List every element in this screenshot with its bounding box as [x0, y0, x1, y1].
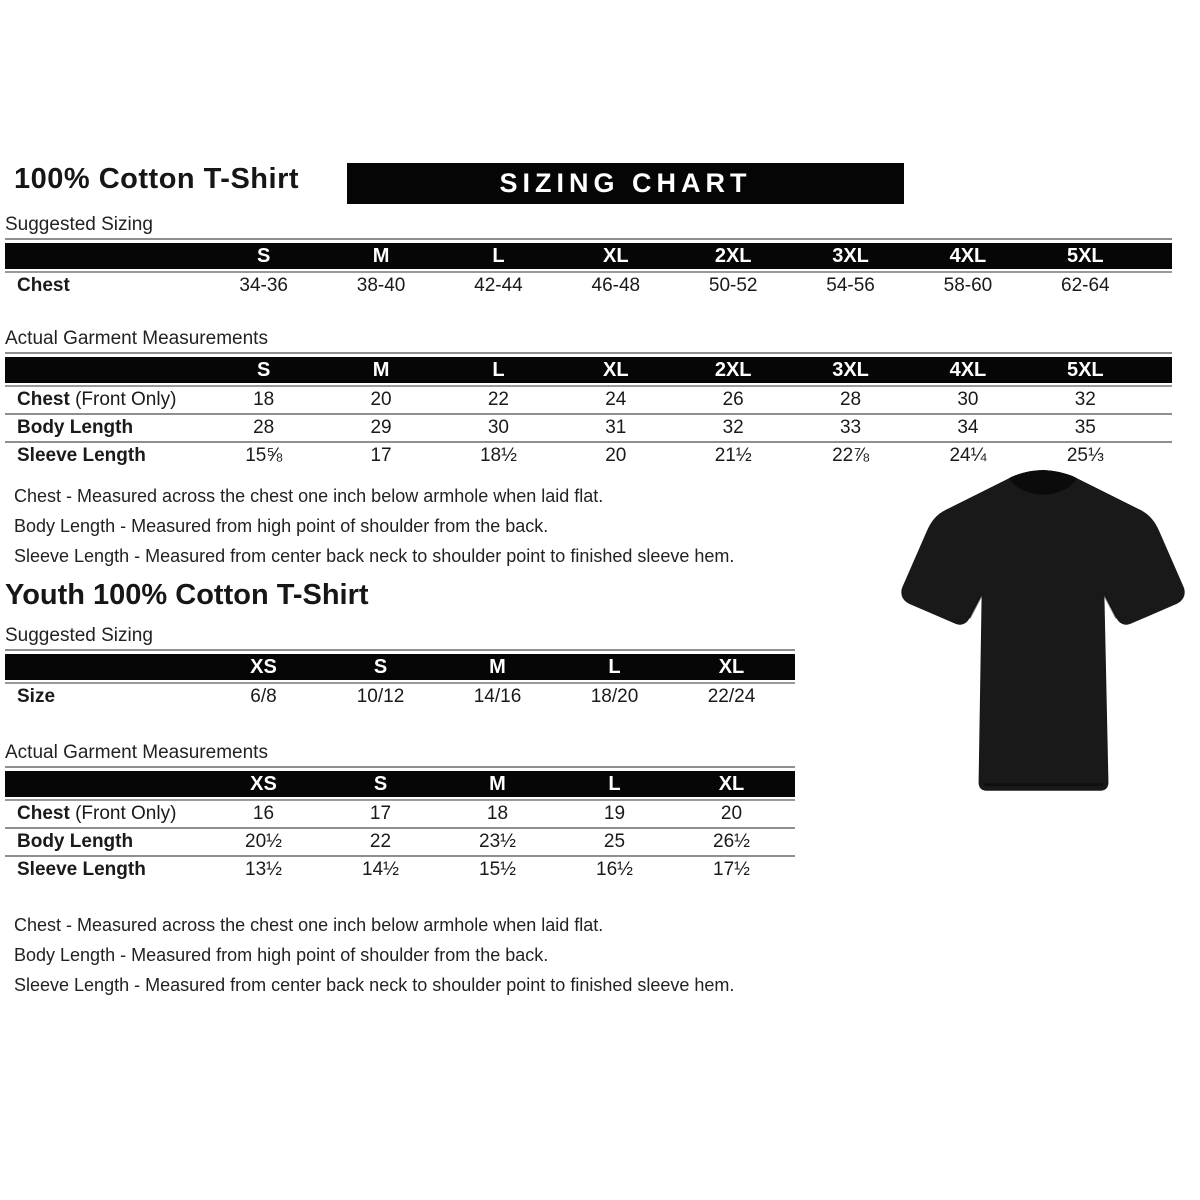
- table-cell: 50-52: [708, 275, 758, 296]
- chest-note: Chest - Measured across the chest one inch below armhole when laid flat.: [14, 915, 604, 935]
- youth-chest-front-row: [5, 799, 795, 827]
- size-column-header: L: [608, 772, 621, 795]
- table-cell: 28: [839, 389, 862, 410]
- table-cell: 38-40: [356, 275, 406, 296]
- table-cell: 15⅝: [245, 445, 283, 466]
- table-cell: 14/16: [473, 686, 522, 707]
- table-cell: 24: [605, 389, 627, 410]
- table-cell: 18: [486, 803, 509, 824]
- table-cell: 21½: [714, 445, 752, 466]
- body-length-note: Body Length - Measured from high point of shoulder from the back.: [14, 516, 549, 536]
- size-column-header: 3XL: [832, 244, 869, 267]
- size-column-header: XL: [718, 655, 745, 678]
- adult-suggested-sizing-label: Suggested Sizing: [5, 214, 153, 235]
- table-cell: 17½: [713, 859, 750, 880]
- black-tshirt-image: [890, 462, 1195, 812]
- sizing-chart-banner: SIZING CHART: [347, 163, 904, 204]
- table-cell: 17: [369, 803, 392, 824]
- table-cell: 18/20: [590, 686, 639, 707]
- size-column-header: 3XL: [832, 358, 869, 381]
- table-cell: 25: [603, 831, 626, 852]
- row-label-suffix: (Front Only): [69, 803, 177, 824]
- youth-suggested-sizing-label: Suggested Sizing: [5, 625, 153, 646]
- table-cell: 22/24: [707, 686, 756, 707]
- table-cell: 35: [1074, 417, 1096, 438]
- youth-body-length-row: [5, 827, 795, 855]
- table-cell: 19: [603, 803, 626, 824]
- adult-actual-measurements-table: [5, 352, 1172, 469]
- youth-actual-measurements-table: [5, 766, 795, 883]
- header-row: [14, 163, 1200, 209]
- table-cell: 33: [839, 417, 862, 438]
- row-label: Chest: [17, 275, 70, 296]
- size-column-header: S: [373, 655, 388, 678]
- table-top-rule: [5, 352, 1172, 354]
- youth-actual-measurements-label: Actual Garment Measurements: [5, 742, 268, 763]
- table-cell: 26½: [713, 831, 750, 852]
- table-cell: 30: [957, 389, 979, 410]
- table-cell: 13½: [245, 859, 282, 880]
- tshirt-photo: [890, 462, 1195, 812]
- row-label: Sleeve Length: [17, 445, 146, 466]
- row-label: Size: [17, 686, 56, 707]
- size-column-header: 4XL: [949, 358, 987, 381]
- size-column-header: XL: [718, 772, 745, 795]
- size-column-header: M: [372, 244, 390, 267]
- chest-note: Chest - Measured across the chest one inch below armhole when laid flat.: [14, 486, 604, 506]
- table-cell: 58-60: [943, 275, 993, 296]
- table-cell: 23½: [479, 831, 516, 852]
- table-top-rule: [5, 649, 795, 651]
- size-column-header: 2XL: [714, 358, 752, 381]
- table-cell: 15½: [479, 859, 516, 880]
- table-cell: 6/8: [250, 686, 277, 707]
- size-column-header: XS: [250, 655, 277, 678]
- body-length-note: Body Length - Measured from high point of shoulder from the back.: [14, 945, 549, 965]
- table-cell: 22⅞: [832, 445, 870, 466]
- size-column-header: M: [489, 772, 506, 795]
- table-cell: 24¼: [949, 445, 987, 466]
- table-cell: 17: [370, 445, 392, 466]
- size-column-header: L: [492, 244, 505, 267]
- youth-actual-header-row: [5, 771, 795, 797]
- table-cell: 32: [722, 417, 744, 438]
- youth-suggested-sizing-table: [5, 649, 795, 710]
- table-cell: 32: [1074, 389, 1096, 410]
- size-column-header: M: [489, 655, 506, 678]
- table-cell: 20: [370, 389, 392, 410]
- adult-chest-front-row: [5, 385, 1172, 413]
- table-cell: 26: [722, 389, 744, 410]
- table-cell: 20: [605, 445, 627, 466]
- adult-suggested-header-row: [5, 243, 1172, 269]
- table-cell: 42-44: [474, 275, 523, 296]
- size-column-header: L: [608, 655, 621, 678]
- size-column-header: M: [372, 358, 390, 381]
- table-cell: 62-64: [1061, 275, 1110, 296]
- adult-suggested-sizing-table: [5, 238, 1172, 299]
- size-column-header: 2XL: [714, 244, 752, 267]
- table-cell: 10/12: [356, 686, 405, 707]
- adult-actual-header-row: [5, 357, 1172, 383]
- table-cell: 16½: [596, 859, 633, 880]
- youth-measurement-notes: [14, 910, 1200, 1000]
- youth-section-title: Youth 100% Cotton T-Shirt: [5, 579, 369, 611]
- youth-suggested-header-row: [5, 654, 795, 680]
- table-cell: 14½: [362, 859, 399, 880]
- row-label: Chest: [17, 389, 70, 410]
- table-cell: 34-36: [239, 275, 288, 296]
- table-cell: 25⅓: [1066, 445, 1104, 466]
- table-cell: 20½: [245, 831, 282, 852]
- size-column-header: XL: [603, 244, 629, 267]
- table-cell: 18½: [479, 445, 517, 466]
- table-top-rule: [5, 766, 795, 768]
- youth-sleeve-length-row: [5, 855, 795, 883]
- size-column-header: S: [373, 772, 388, 795]
- page-title: 100% Cotton T-Shirt: [14, 163, 300, 195]
- size-column-header: XL: [603, 358, 629, 381]
- adult-body-length-row: [5, 413, 1172, 441]
- table-cell: 29: [370, 417, 392, 438]
- adult-chest-row: [5, 271, 1172, 299]
- table-cell: 34: [957, 417, 979, 438]
- table-cell: 31: [605, 417, 627, 438]
- adult-actual-measurements-label: Actual Garment Measurements: [5, 328, 268, 349]
- size-column-header: S: [257, 244, 271, 267]
- table-cell: 28: [253, 417, 275, 438]
- table-cell: 30: [487, 417, 509, 438]
- table-cell: 22: [369, 831, 392, 852]
- size-column-header: 5XL: [1066, 244, 1104, 267]
- row-label: Body Length: [17, 831, 134, 852]
- size-column-header: S: [257, 358, 271, 381]
- sleeve-length-note: Sleeve Length - Measured from center back neck to shoulder point to finished sleeve hem.: [14, 546, 735, 566]
- youth-size-row: [5, 682, 795, 710]
- table-cell: 18: [253, 389, 275, 410]
- sleeve-length-note: Sleeve Length - Measured from center back neck to shoulder point to finished sleeve hem.: [14, 975, 735, 995]
- table-cell: 22: [487, 389, 509, 410]
- row-label: Body Length: [17, 417, 134, 438]
- table-cell: 20: [720, 803, 743, 824]
- table-cell: 54-56: [826, 275, 875, 296]
- size-column-header: XS: [250, 772, 277, 795]
- table-top-rule: [5, 238, 1172, 240]
- row-label: Chest: [17, 803, 70, 824]
- size-column-header: 4XL: [949, 244, 987, 267]
- row-label: Sleeve Length: [17, 859, 146, 880]
- row-label-suffix: (Front Only): [69, 389, 177, 410]
- table-cell: 16: [252, 803, 275, 824]
- table-cell: 46-48: [591, 275, 641, 296]
- size-column-header: L: [492, 358, 505, 381]
- size-column-header: 5XL: [1066, 358, 1104, 381]
